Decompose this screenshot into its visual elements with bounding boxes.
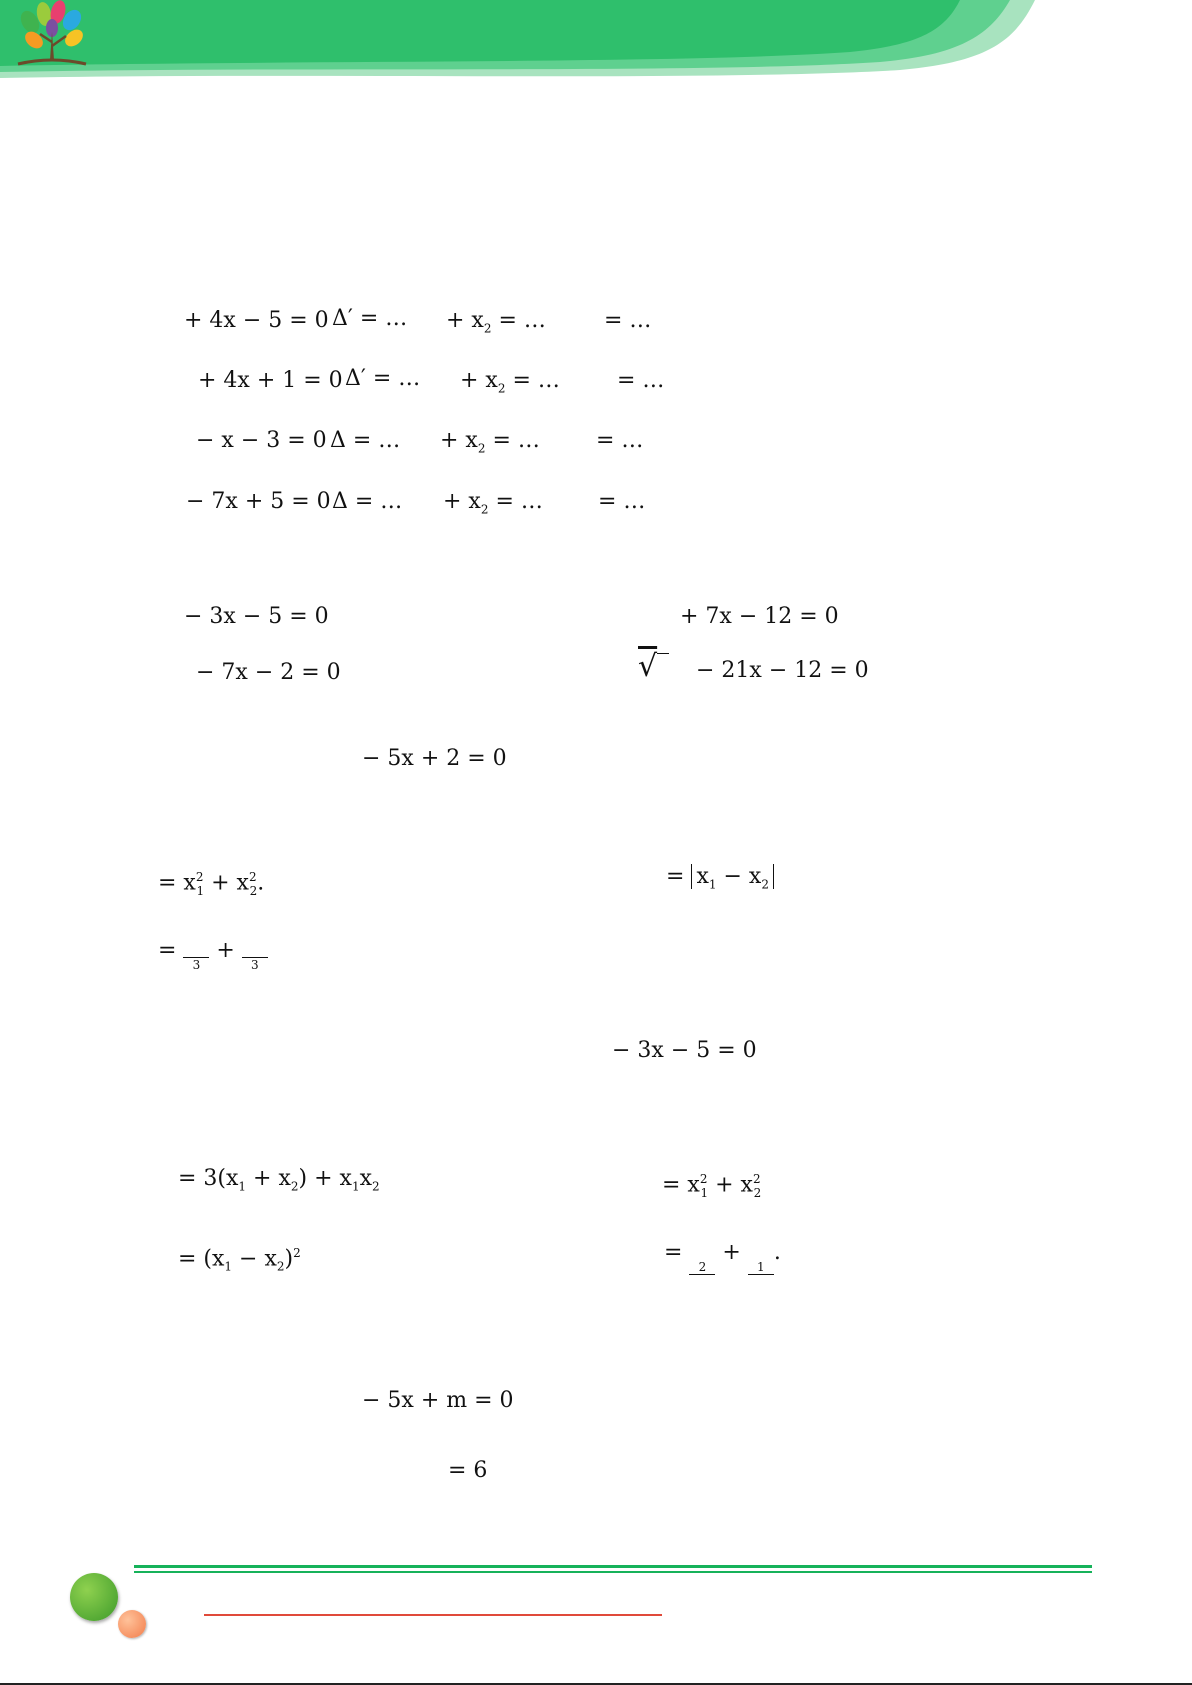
ex1-row4-delta: Δ = …	[332, 489, 403, 514]
ex1-row2-equation: + 4x + 1 = 0	[198, 368, 343, 393]
ex1-row3-delta: Δ = …	[330, 428, 401, 453]
ex1-row2-delta: Δ′ = …	[345, 366, 421, 391]
ex2-equation-a: − 3x − 5 = 0	[184, 604, 329, 629]
ex1-row2-sum: + $x_2$ = …	[460, 368, 560, 396]
ex3-part-a: = $x^2_1 + x^2_2$.	[158, 870, 265, 898]
ex5-equation: − 5x + m = 0	[362, 1388, 514, 1413]
ex4-part-d: = 2 + 1 .	[664, 1240, 781, 1274]
header-banner	[0, 0, 1192, 90]
ex5-condition: = 6	[448, 1458, 488, 1483]
ex1-row4-equation: − 7x + 5 = 0	[186, 489, 331, 514]
footer-green-circle	[70, 1573, 118, 1621]
ex1-row1-sum: + $x_2$ = …	[446, 308, 546, 336]
ex2-equation-d: − 21x − 12 = 0	[696, 658, 869, 683]
ex1-row1-product: = …	[604, 308, 652, 333]
ex4-part-c: = $(x_1 - x_2)^2$	[178, 1246, 301, 1274]
ex1-row2-product: = …	[617, 368, 665, 393]
ex1-row4-sum: + $x_2$ = …	[443, 489, 543, 517]
ex2-equation-c: − 7x − 2 = 0	[196, 660, 341, 685]
ex4-part-a: = $3(x_1 + x_2) + x_1x_2$	[178, 1166, 380, 1194]
ex3-part-c: = 3 + 3	[158, 938, 268, 971]
ex4-equation: − 3x − 5 = 0	[612, 1038, 757, 1063]
footer-orange-circle	[118, 1610, 146, 1638]
ex1-row1-equation: + 4x − 5 = 0	[184, 308, 329, 333]
ex1-row1-delta: Δ′ = …	[332, 306, 408, 331]
ex1-row3-equation: − x − 3 = 0	[196, 428, 327, 453]
ex4-part-b: = $x^2_1 + x^2_2$	[662, 1172, 762, 1200]
ex2-equation-b: + 7x − 12 = 0	[680, 604, 839, 629]
ex3-equation: − 5x + 2 = 0	[362, 746, 507, 771]
ex1-row3-product: = …	[596, 428, 644, 453]
footer-red-line	[204, 1614, 662, 1616]
ex3-part-b: = $x_1 - x_2$	[666, 864, 774, 897]
ex1-row3-sum: + $x_2$ = …	[440, 428, 540, 456]
tree-logo	[12, 0, 92, 70]
ex2-radical-sign: √	[638, 652, 669, 682]
footer-rule	[134, 1565, 1092, 1575]
ex1-row4-product: = …	[598, 489, 646, 514]
